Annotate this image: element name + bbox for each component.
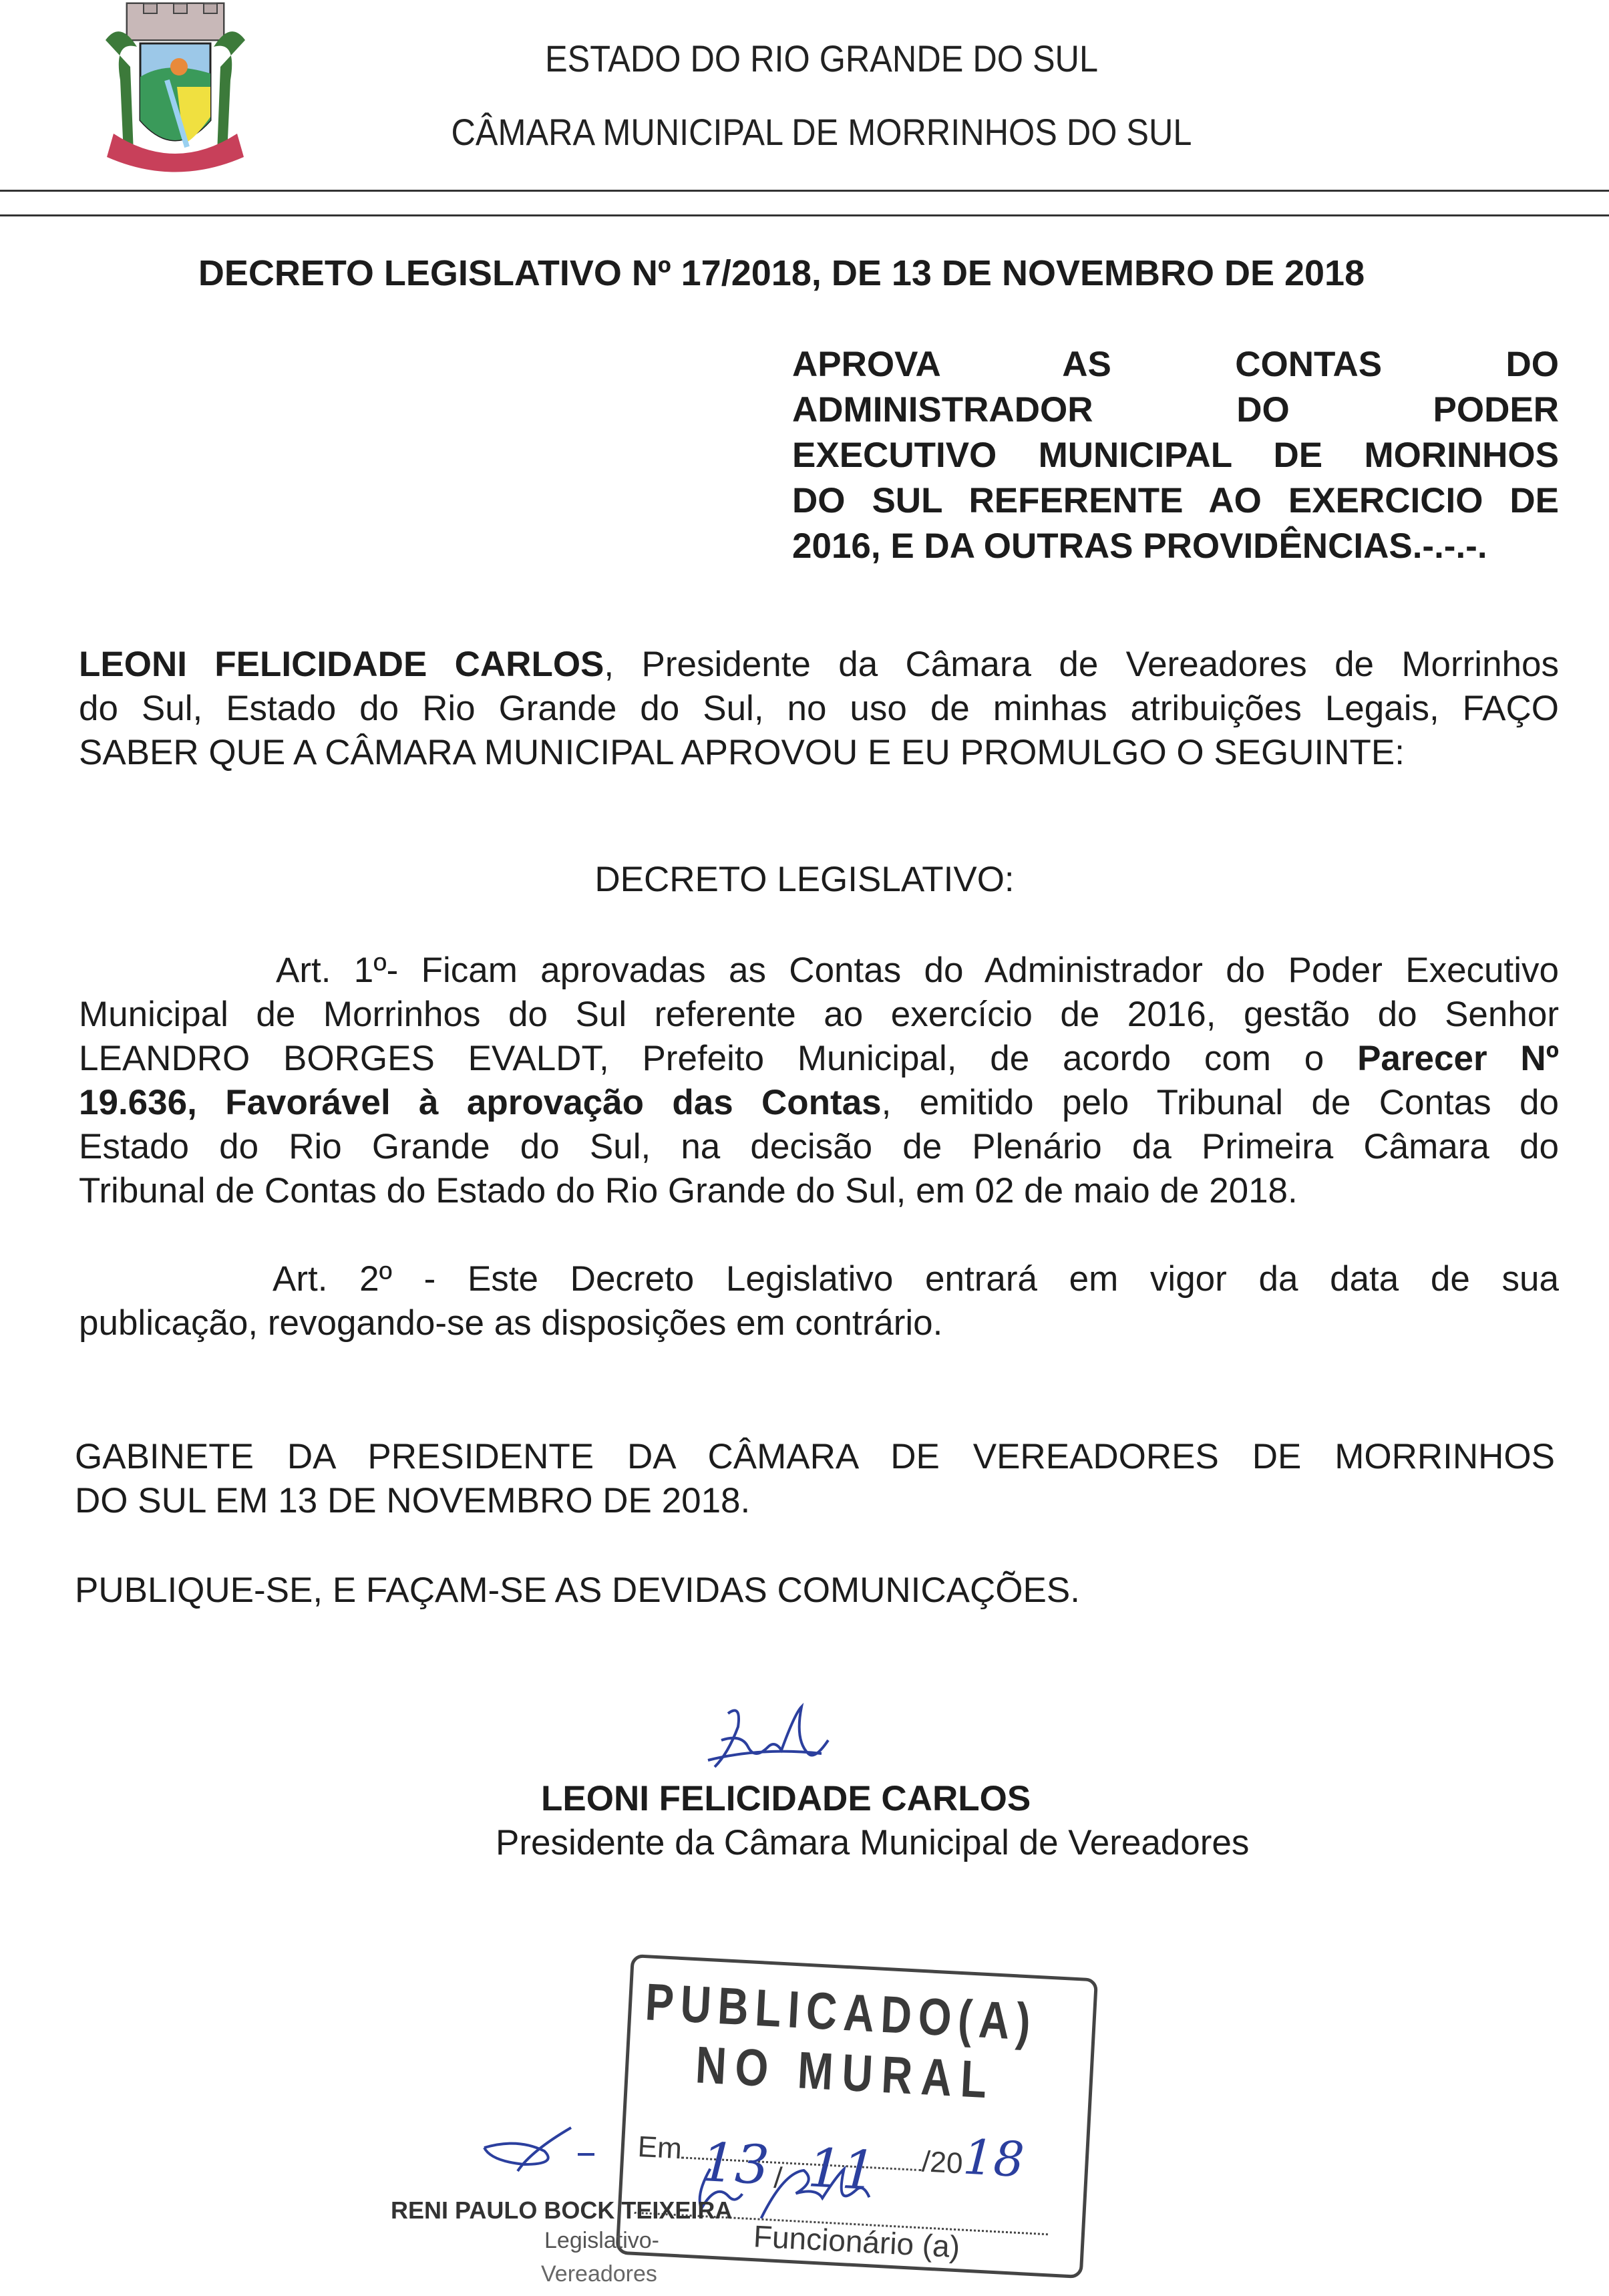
stamp-role-label: Funcionário (a) <box>752 2219 961 2265</box>
bold-text: LEONI FELICIDADE CARLOS <box>79 645 604 684</box>
text: , Presidente da Câmara de Vereadores de Morrinhos <box>604 645 1559 684</box>
stamp-published-label: PUBLICADO(A) <box>643 1972 1039 2052</box>
signatory-role: Presidente da Câmara Municipal de Vereadores <box>496 1823 1250 1862</box>
stamp-year-suffix: 18 <box>961 2128 1026 2188</box>
decree-heading: DECRETO LEGISLATIVO: <box>594 860 1015 899</box>
header-state-name: ESTADO DO RIO GRANDE DO SUL <box>545 37 1098 79</box>
text: EXECUTIVO MUNICIPAL DE MORINHOS <box>792 436 1559 475</box>
text-line <box>79 1081 1559 1125</box>
text-line <box>79 993 1559 1037</box>
text: DO SUL EM 13 DE NOVEMBRO DE 2018. <box>75 1481 751 1520</box>
text-line <box>792 478 1559 524</box>
bold-text: Parecer Nº <box>1357 1039 1559 1078</box>
text-line <box>792 342 1559 387</box>
publish-statement: PUBLIQUE-SE, E FAÇAM-SE AS DEVIDAS COMUNICAÇÕES. <box>75 1571 1080 1610</box>
text-line <box>792 524 1559 569</box>
text: ADMINISTRADOR DO PODER <box>792 390 1559 430</box>
closing-paragraph <box>75 1435 1555 1523</box>
stamp-year-prefix: 20 <box>929 2145 964 2180</box>
text: 2016, E DA OUTRAS PROVIDÊNCIAS.-.-.-. <box>792 526 1487 566</box>
text-line <box>79 1301 1559 1345</box>
signatory-name: LEONI FELICIDADE CARLOS <box>541 1779 1031 1818</box>
published-on-mural-stamp <box>615 1954 1098 2279</box>
intro-paragraph <box>79 643 1559 775</box>
text-line <box>79 949 1559 993</box>
stamp-month: 11 <box>806 2136 878 2202</box>
header-divider-top <box>0 190 1609 192</box>
text-line <box>792 387 1559 433</box>
text-line <box>792 433 1559 478</box>
text-line <box>79 687 1559 731</box>
text: LEANDRO BORGES EVALDT, Prefeito Municipal, de acordo com o <box>79 1039 1358 1078</box>
secretary-role-line1: Legislativo- <box>544 2228 659 2253</box>
decree-summary <box>792 342 1559 569</box>
article-2 <box>79 1257 1559 1345</box>
text-line <box>79 643 1559 687</box>
text: Tribunal de Contas do Estado do Rio Grande do Sul, em 02 de maio de 2018. <box>79 1171 1298 1210</box>
stamp-date-separator: / <box>773 2161 783 2195</box>
text: Art. 1º- Ficam aprovadas as Contas do Administrador do Poder Executivo <box>276 951 1559 990</box>
text: Art. 2º - Este Decreto Legislativo entrará em vigor da data de sua <box>273 1259 1559 1299</box>
text: do Sul, Estado do Rio Grande do Sul, no uso de minhas atribuições Legais, FAÇO <box>79 689 1559 728</box>
text: GABINETE DA PRESIDENTE DA CÂMARA DE VEREADORES DE MORRINHOS <box>75 1437 1555 1476</box>
text-line <box>79 731 1559 775</box>
text-line <box>75 1479 1555 1523</box>
text: publicação, revogando-se as disposições em contrário. <box>79 1303 943 1343</box>
article-1 <box>79 949 1559 1213</box>
text: , emitido pelo Tribunal de Contas do <box>881 1083 1559 1122</box>
text-line <box>79 1169 1559 1213</box>
stamp-date-row: Em 13 / 11 /2018 <box>637 2128 1026 2202</box>
header-divider-bottom <box>0 214 1609 216</box>
document-title: DECRETO LEGISLATIVO Nº 17/2018, DE 13 DE NOVEMBRO DE 2018 <box>198 253 1365 293</box>
secretary-name: RENI PAULO BOCK TEIXEIRA <box>391 2196 733 2224</box>
text-line <box>79 1257 1559 1301</box>
text-line <box>75 1435 1555 1479</box>
secretary-signature <box>478 2124 598 2178</box>
text: SABER QUE A CÂMARA MUNICIPAL APROVOU E EU PROMULGO O SEGUINTE: <box>79 733 1405 772</box>
stamp-date-prefix: Em <box>637 2130 683 2166</box>
text-line <box>79 1125 1559 1169</box>
text: APROVA AS CONTAS DO <box>792 345 1559 384</box>
text-line <box>79 1037 1559 1081</box>
text: DO SUL REFERENTE AO EXERCICIO DE <box>792 481 1559 520</box>
stamp-day: 13 <box>699 2130 771 2197</box>
text: Estado do Rio Grande do Sul, na decisão de Plenário da Primeira Câmara do <box>79 1127 1559 1166</box>
header-chamber-name: CÂMARA MUNICIPAL DE MORRINHOS DO SUL <box>451 111 1192 153</box>
secretary-role-line2: Vereadores <box>541 2261 657 2287</box>
stamp-mural-label: NO MURAL <box>694 2035 997 2110</box>
text: Municipal de Morrinhos do Sul referente ao exercício de 2016, gestão do Senhor <box>79 995 1559 1034</box>
municipal-coat-of-arms-logo <box>100 0 250 175</box>
bold-text: 19.636, Favorável à aprovação das Contas <box>79 1083 882 1122</box>
